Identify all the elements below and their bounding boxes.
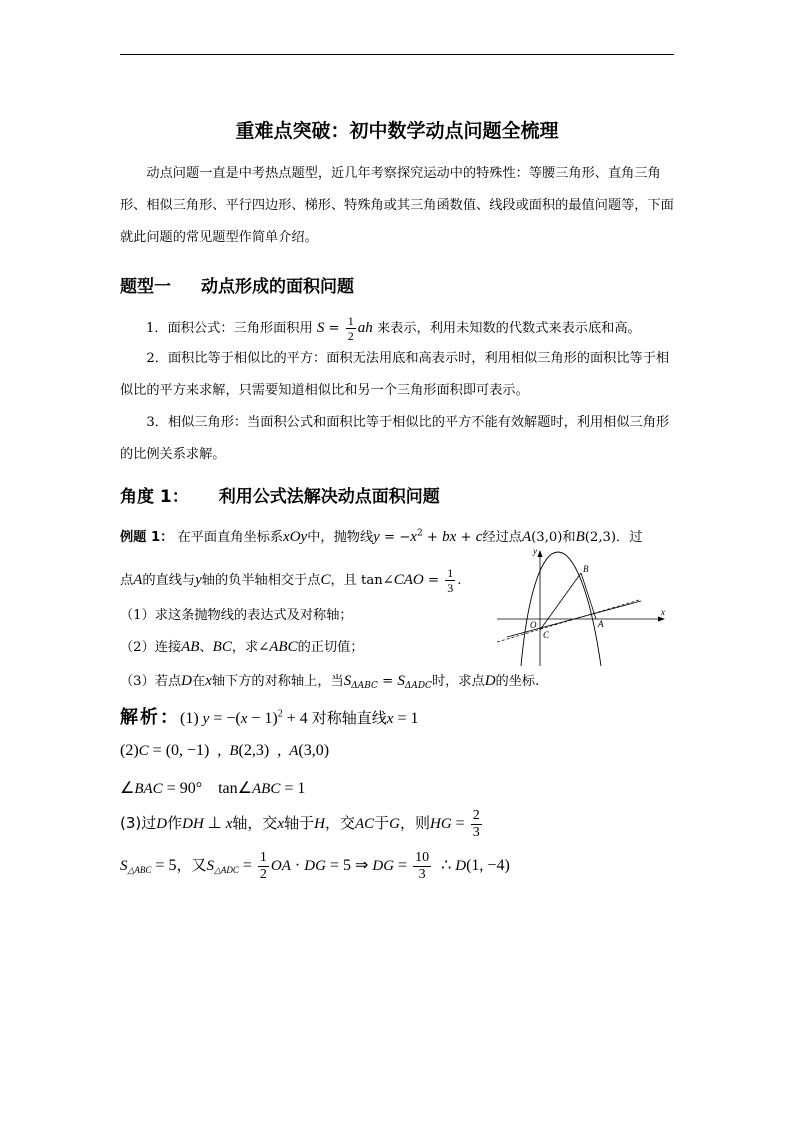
question-2: （2）连接AB、BC，求∠ABC的正切值； — [120, 639, 364, 655]
intro-paragraph: 动点问题一直是中考热点题型，近几年考察探究运动中的特殊性：等腰三角形、直角三角形、相似三角形、平行四边形、梯形、特殊角或其三角函数值、线段或面积的最值问题等，下面就此问题的常见题型作简单介绍。 — [120, 166, 674, 245]
item-3: 3．相似三角形：当面积公式和面积比等于相似比的平方不能有效解题时，利用相似三角形的比例关系求解。 — [120, 415, 670, 462]
section-heading-2 — [120, 482, 440, 507]
label-b: B — [583, 564, 589, 574]
label-c: C — [543, 630, 550, 640]
label-y: y — [533, 546, 537, 556]
segment-bc — [540, 573, 581, 630]
solution-line-4: (3)过D作DH ⊥ x轴，交x轴于H，交AC于G，则HG = $\frac{2}{3}$ — [120, 808, 480, 840]
parabola-graph — [497, 544, 669, 666]
solution-line-3: ∠BAC = 90° tan∠ABC = 1 — [120, 780, 306, 797]
fraction-one-half: $\frac{1}{2}$ — [347, 314, 354, 343]
page-title: 重难点突破：初中数学动点问题全梳理 — [235, 120, 559, 142]
header-rule — [120, 54, 674, 55]
x-axis-arrow — [658, 617, 665, 622]
example-line-1: 例题 1： 在平面直角坐标系xOy中，抛物线$y = -x^2$ + bx + c经过点A(3,0)和B(2,3)．过 — [120, 528, 643, 545]
segment-ab — [581, 573, 596, 619]
question-1: （1）求这条抛物线的表达式及对称轴； — [120, 608, 353, 623]
section-label: 题型一 — [120, 277, 171, 297]
solution-line-5: $S_{\triangle ABC} = 5$，又$S_{\triangle ADC}$ = $\frac{1}{2}$ OA · DG = 5 ⇒ DG = $\frac{10}{3}$ ∴ D(1, −4) — [120, 850, 510, 882]
y-axis-arrow — [538, 550, 543, 557]
section-title: 利用公式法解决动点面积问题 — [218, 487, 440, 507]
solution-line-1: 解析：(1) $y = -(x - 1)^2 + 4$ 对称轴直线x = 1 — [120, 707, 419, 728]
label-a: A — [598, 619, 604, 629]
label-o: O — [530, 620, 537, 630]
parabola-curve — [521, 552, 601, 666]
solution-line-2: (2)C = (0, −1) , B(2,3) , A(3,0) — [120, 742, 330, 759]
question-3: （3）若点D在x轴下方的对称轴上，当$S_{\Delta ABC} = S_{\Delta ADC}$时，求点D的坐标. — [120, 673, 540, 691]
label-x: x — [661, 607, 665, 617]
example-line-2: 点A的直线与y轴的负半轴相交于点C，且 tan∠CAO = $\frac{1}{3}$ . — [120, 566, 462, 595]
item-1: 1．面积公式：三角形面积用 S = $\frac{1}{2}$ ah 来表示，利用未知数的代数式来表示底和高。 — [146, 314, 641, 343]
item-2: 2．面积比等于相似比的平方：面积无法用底和高表示时，利用相似三角形的面积比等于相似比的平方来求解，只需要知道相似比和另一个三角形面积即可表示。 — [120, 351, 670, 398]
section-title: 动点形成的面积问题 — [201, 277, 354, 297]
section-heading-1 — [120, 272, 354, 297]
section-label: 角度 1： — [120, 487, 189, 507]
